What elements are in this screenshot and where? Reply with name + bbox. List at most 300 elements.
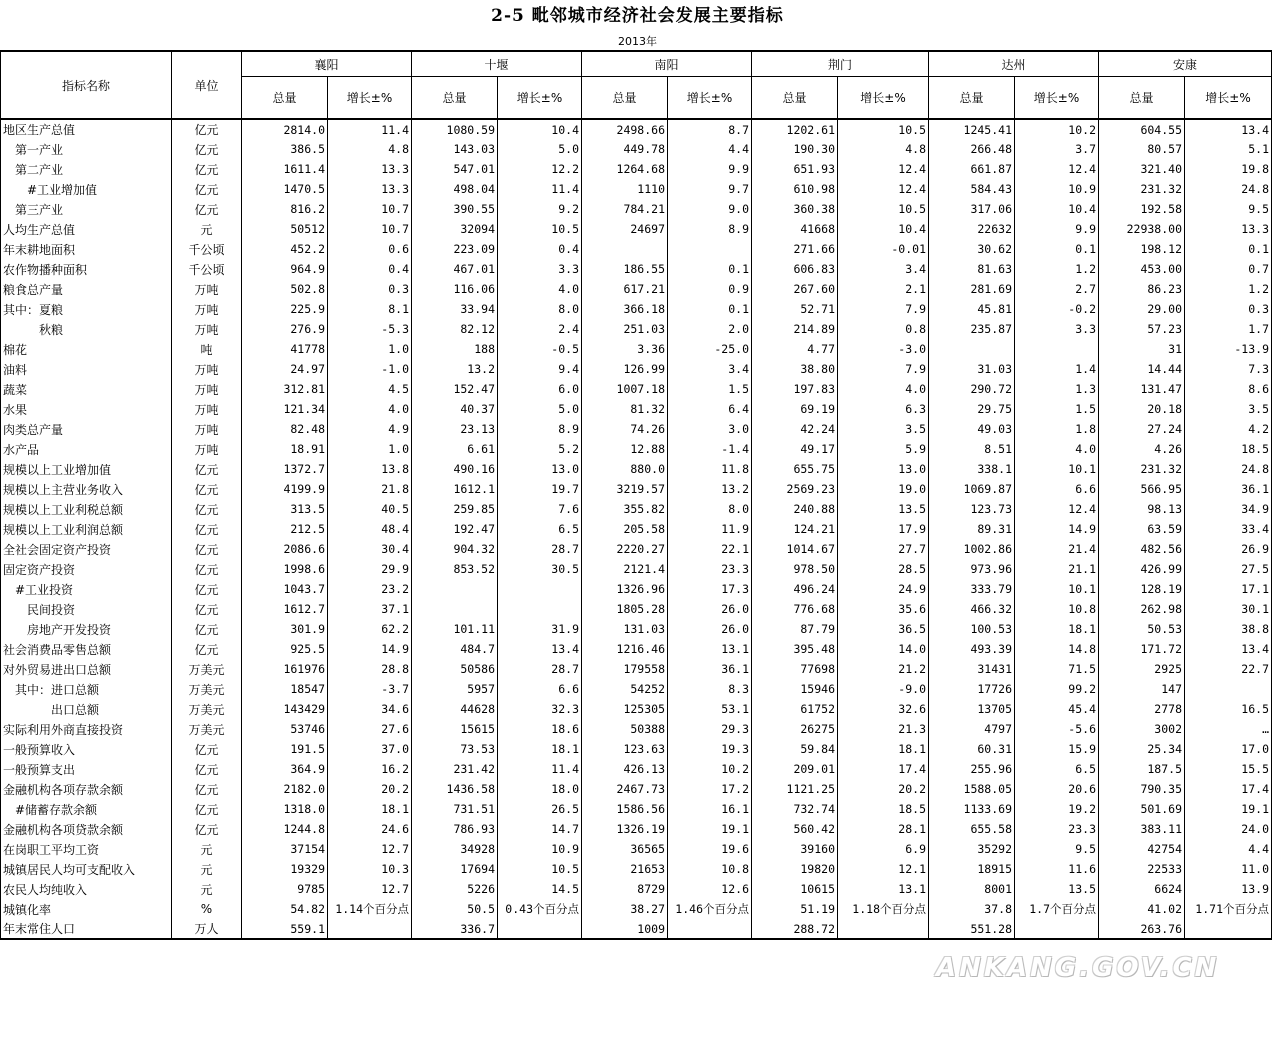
total-value-cell: 37.8 <box>929 899 1015 919</box>
growth-value-cell: 9.7 <box>668 179 752 199</box>
indicator-name-cell: 第二产业 <box>1 159 172 179</box>
header-city: 荆门 <box>752 51 929 77</box>
growth-value-cell: 13.4 <box>498 639 582 659</box>
total-value-cell: 4.26 <box>1099 439 1185 459</box>
indicator-name-cell: 年末常住人口 <box>1 919 172 939</box>
growth-value-cell: 13.3 <box>328 179 412 199</box>
table-row <box>1 199 1272 219</box>
growth-value-cell: 32.3 <box>498 699 582 719</box>
total-value-cell: 904.32 <box>412 539 498 559</box>
total-value-cell: 143429 <box>242 699 328 719</box>
table-row <box>1 519 1272 539</box>
growth-value-cell: 10.2 <box>668 759 752 779</box>
unit-cell: 吨 <box>172 339 242 359</box>
total-value-cell: 18547 <box>242 679 328 699</box>
total-value-cell: 82.48 <box>242 419 328 439</box>
total-value-cell: 301.9 <box>242 619 328 639</box>
total-value-cell: 482.56 <box>1099 539 1185 559</box>
growth-value-cell: 3.0 <box>668 419 752 439</box>
growth-value-cell <box>498 579 582 599</box>
total-value-cell: 69.19 <box>752 399 838 419</box>
growth-value-cell: 10.2 <box>1015 119 1099 139</box>
growth-value-cell: 20.2 <box>328 779 412 799</box>
growth-value-cell: 23.3 <box>1015 819 1099 839</box>
header-growth: 增长±% <box>1185 77 1272 120</box>
total-value-cell: 29.75 <box>929 399 1015 419</box>
table-row <box>1 159 1272 179</box>
total-value-cell: 1110 <box>582 179 668 199</box>
indicator-name-cell: 水产品 <box>1 439 172 459</box>
total-value-cell: 50512 <box>242 219 328 239</box>
growth-value-cell: 4.0 <box>498 279 582 299</box>
growth-value-cell <box>668 919 752 939</box>
total-value-cell: 1069.87 <box>929 479 1015 499</box>
total-value-cell: 21653 <box>582 859 668 879</box>
total-value-cell: 131.47 <box>1099 379 1185 399</box>
year-caption: 2013年 <box>618 35 657 48</box>
growth-value-cell: 21.1 <box>1015 559 1099 579</box>
total-value-cell: 50.5 <box>412 899 498 919</box>
total-value-cell: 73.53 <box>412 739 498 759</box>
growth-value-cell: 12.2 <box>498 159 582 179</box>
table-title: 2-5 毗邻城市经济社会发展主要指标 <box>491 6 784 26</box>
growth-value-cell: 23.2 <box>328 579 412 599</box>
unit-cell: 亿元 <box>172 119 242 139</box>
total-value-cell: 978.50 <box>752 559 838 579</box>
table-row <box>1 659 1272 679</box>
total-value-cell: 1436.58 <box>412 779 498 799</box>
growth-value-cell: 0.43个百分点 <box>498 899 582 919</box>
total-value-cell: 205.58 <box>582 519 668 539</box>
growth-value-cell: 22.1 <box>668 539 752 559</box>
growth-value-cell: 19.0 <box>838 479 929 499</box>
total-value-cell: 2121.4 <box>582 559 668 579</box>
total-value-cell: 2467.73 <box>582 779 668 799</box>
total-value-cell: 25.34 <box>1099 739 1185 759</box>
growth-value-cell: 13.9 <box>1185 879 1272 899</box>
growth-value-cell: 1.0 <box>328 339 412 359</box>
total-value-cell: 604.55 <box>1099 119 1185 139</box>
unit-cell: 亿元 <box>172 499 242 519</box>
indicator-name-cell: 地区生产总值 <box>1 119 172 139</box>
growth-value-cell: 48.4 <box>328 519 412 539</box>
growth-value-cell: 6.9 <box>838 839 929 859</box>
total-value-cell: 732.74 <box>752 799 838 819</box>
growth-value-cell: 17.3 <box>668 579 752 599</box>
growth-value-cell: 10.4 <box>838 219 929 239</box>
growth-value-cell: 38.8 <box>1185 619 1272 639</box>
unit-cell: 亿元 <box>172 479 242 499</box>
total-value-cell: 179558 <box>582 659 668 679</box>
growth-value-cell: 17.0 <box>1185 739 1272 759</box>
total-value-cell: 4199.9 <box>242 479 328 499</box>
total-value-cell: 63.59 <box>1099 519 1185 539</box>
growth-value-cell: 5.1 <box>1185 139 1272 159</box>
total-value-cell: 42754 <box>1099 839 1185 859</box>
unit-cell: 万吨 <box>172 359 242 379</box>
unit-cell: 万吨 <box>172 439 242 459</box>
growth-value-cell <box>328 919 412 939</box>
growth-value-cell: 17.9 <box>838 519 929 539</box>
growth-value-cell: 4.0 <box>1015 439 1099 459</box>
total-value-cell: 3002 <box>1099 719 1185 739</box>
growth-value-cell: 21.3 <box>838 719 929 739</box>
total-value-cell: 13.2 <box>412 359 498 379</box>
growth-value-cell: 26.5 <box>498 799 582 819</box>
growth-value-cell: -0.2 <box>1015 299 1099 319</box>
total-value-cell: 496.24 <box>752 579 838 599</box>
total-value-cell: 24697 <box>582 219 668 239</box>
indicator-name-cell: 其中：进口总额 <box>1 679 172 699</box>
total-value-cell: 317.06 <box>929 199 1015 219</box>
growth-value-cell: 3.4 <box>668 359 752 379</box>
growth-value-cell: 24.0 <box>1185 819 1272 839</box>
growth-value-cell: 8.7 <box>668 119 752 139</box>
growth-value-cell: 18.0 <box>498 779 582 799</box>
growth-value-cell: 0.4 <box>498 239 582 259</box>
growth-value-cell: 1.0 <box>328 439 412 459</box>
growth-value-cell: 10.4 <box>498 119 582 139</box>
growth-value-cell: 3.3 <box>498 259 582 279</box>
total-value-cell <box>582 239 668 259</box>
growth-value-cell: 3.4 <box>838 259 929 279</box>
total-value-cell: 271.66 <box>752 239 838 259</box>
growth-value-cell: 13.1 <box>668 639 752 659</box>
total-value-cell: 2498.66 <box>582 119 668 139</box>
header-growth: 增长±% <box>838 77 929 120</box>
total-value-cell: 1007.18 <box>582 379 668 399</box>
growth-value-cell: 1.2 <box>1015 259 1099 279</box>
growth-value-cell: 32.6 <box>838 699 929 719</box>
total-value-cell: 606.83 <box>752 259 838 279</box>
header-unit: 单位 <box>172 51 242 119</box>
growth-value-cell: 1.4 <box>1015 359 1099 379</box>
growth-value-cell: 2.7 <box>1015 279 1099 299</box>
indicator-name-cell: 在岗职工平均工资 <box>1 839 172 859</box>
total-value-cell: 15946 <box>752 679 838 699</box>
growth-value-cell: 4.5 <box>328 379 412 399</box>
growth-value-cell: 20.6 <box>1015 779 1099 799</box>
total-value-cell: 1216.46 <box>582 639 668 659</box>
growth-value-cell: 12.4 <box>1015 159 1099 179</box>
total-value-cell: 1002.86 <box>929 539 1015 559</box>
total-value-cell: 212.5 <box>242 519 328 539</box>
total-value-cell: 321.40 <box>1099 159 1185 179</box>
total-value-cell: 338.1 <box>929 459 1015 479</box>
total-value-cell: 395.48 <box>752 639 838 659</box>
total-value-cell: 360.38 <box>752 199 838 219</box>
growth-value-cell: 2.1 <box>838 279 929 299</box>
growth-value-cell: -0.5 <box>498 339 582 359</box>
total-value-cell: 214.89 <box>752 319 838 339</box>
total-value-cell: 54.82 <box>242 899 328 919</box>
growth-value-cell <box>1185 679 1272 699</box>
total-value-cell: 655.58 <box>929 819 1015 839</box>
growth-value-cell: 10.1 <box>1015 579 1099 599</box>
indicator-name-cell: 出口总额 <box>1 699 172 719</box>
table-row <box>1 299 1272 319</box>
growth-value-cell: 33.4 <box>1185 519 1272 539</box>
growth-value-cell: 19.7 <box>498 479 582 499</box>
growth-value-cell: 14.0 <box>838 639 929 659</box>
table-row <box>1 459 1272 479</box>
total-value-cell: 559.1 <box>242 919 328 939</box>
total-value-cell: 161976 <box>242 659 328 679</box>
table-row <box>1 179 1272 199</box>
total-value-cell: 23.13 <box>412 419 498 439</box>
indicator-name-cell: 一般预算收入 <box>1 739 172 759</box>
growth-value-cell: 16.5 <box>1185 699 1272 719</box>
total-value-cell: 22938.00 <box>1099 219 1185 239</box>
unit-cell: 元 <box>172 859 242 879</box>
total-value-cell: 1612.1 <box>412 479 498 499</box>
indicator-name-cell: 规模以上工业利润总额 <box>1 519 172 539</box>
indicator-name-cell: 固定资产投资 <box>1 559 172 579</box>
total-value-cell: 192.58 <box>1099 199 1185 219</box>
total-value-cell: 2220.27 <box>582 539 668 559</box>
unit-cell: 亿元 <box>172 519 242 539</box>
growth-value-cell: 8.0 <box>668 499 752 519</box>
growth-value-cell: 28.7 <box>498 539 582 559</box>
growth-value-cell: 13.3 <box>1185 219 1272 239</box>
growth-value-cell: 1.8 <box>1015 419 1099 439</box>
total-value-cell: 22533 <box>1099 859 1185 879</box>
unit-cell: 万吨 <box>172 319 242 339</box>
total-value-cell: 776.68 <box>752 599 838 619</box>
growth-value-cell: -13.9 <box>1185 339 1272 359</box>
growth-value-cell: 16.2 <box>328 759 412 779</box>
total-value-cell: 12.88 <box>582 439 668 459</box>
total-value-cell: 17726 <box>929 679 1015 699</box>
growth-value-cell: 9.9 <box>1015 219 1099 239</box>
table-row <box>1 359 1272 379</box>
table-row <box>1 559 1272 579</box>
total-value-cell: 312.81 <box>242 379 328 399</box>
total-value-cell: 925.5 <box>242 639 328 659</box>
growth-value-cell: 2.0 <box>668 319 752 339</box>
growth-value-cell: 13.2 <box>668 479 752 499</box>
total-value-cell: 1326.19 <box>582 819 668 839</box>
total-value-cell: 15615 <box>412 719 498 739</box>
total-value-cell: 13705 <box>929 699 1015 719</box>
unit-cell: 亿元 <box>172 639 242 659</box>
total-value-cell: 30.62 <box>929 239 1015 259</box>
total-value-cell: 251.03 <box>582 319 668 339</box>
total-value-cell: 1611.4 <box>242 159 328 179</box>
total-value-cell: 2569.23 <box>752 479 838 499</box>
total-value-cell: 1014.67 <box>752 539 838 559</box>
unit-cell: 亿元 <box>172 139 242 159</box>
unit-cell: 亿元 <box>172 199 242 219</box>
indicator-name-cell: 秋粮 <box>1 319 172 339</box>
total-value-cell: 231.32 <box>1099 179 1185 199</box>
growth-value-cell: 12.7 <box>328 879 412 899</box>
growth-value-cell: 8.6 <box>1185 379 1272 399</box>
growth-value-cell: 4.0 <box>328 399 412 419</box>
growth-value-cell: 11.9 <box>668 519 752 539</box>
table-row <box>1 439 1272 459</box>
unit-cell: 万吨 <box>172 399 242 419</box>
growth-value-cell: -3.7 <box>328 679 412 699</box>
table-row <box>1 899 1272 919</box>
total-value-cell: 123.63 <box>582 739 668 759</box>
total-value-cell: 14.44 <box>1099 359 1185 379</box>
growth-value-cell: … <box>1185 719 1272 739</box>
header-total: 总量 <box>242 77 328 120</box>
growth-value-cell: 19.1 <box>1185 799 1272 819</box>
total-value-cell: 655.75 <box>752 459 838 479</box>
growth-value-cell: 9.0 <box>668 199 752 219</box>
total-value-cell <box>412 599 498 619</box>
unit-cell: 元 <box>172 219 242 239</box>
total-value-cell: 1264.68 <box>582 159 668 179</box>
growth-value-cell: 1.71个百分点 <box>1185 899 1272 919</box>
total-value-cell: 36565 <box>582 839 668 859</box>
total-value-cell: 2925 <box>1099 659 1185 679</box>
indicator-name-cell: 规模以上工业利税总额 <box>1 499 172 519</box>
total-value-cell: 54252 <box>582 679 668 699</box>
growth-value-cell: 30.4 <box>328 539 412 559</box>
table-row <box>1 259 1272 279</box>
header-city: 十堰 <box>412 51 582 77</box>
total-value-cell <box>412 579 498 599</box>
total-value-cell: 10615 <box>752 879 838 899</box>
total-value-cell: 313.5 <box>242 499 328 519</box>
growth-value-cell: 18.1 <box>498 739 582 759</box>
total-value-cell: 191.5 <box>242 739 328 759</box>
table-row <box>1 219 1272 239</box>
total-value-cell: 131.03 <box>582 619 668 639</box>
growth-value-cell: 12.4 <box>1015 499 1099 519</box>
unit-cell: 万吨 <box>172 379 242 399</box>
total-value-cell: 853.52 <box>412 559 498 579</box>
unit-cell: 元 <box>172 839 242 859</box>
growth-value-cell: 18.1 <box>1015 619 1099 639</box>
growth-value-cell: 28.5 <box>838 559 929 579</box>
indicator-name-cell: 农作物播种面积 <box>1 259 172 279</box>
total-value-cell: 1588.05 <box>929 779 1015 799</box>
total-value-cell: 31 <box>1099 339 1185 359</box>
table-row <box>1 119 1272 139</box>
table-row <box>1 739 1272 759</box>
total-value-cell: 566.95 <box>1099 479 1185 499</box>
growth-value-cell: 31.9 <box>498 619 582 639</box>
growth-value-cell: 13.4 <box>1185 119 1272 139</box>
total-value-cell: 1470.5 <box>242 179 328 199</box>
table-row <box>1 919 1272 939</box>
indicator-table <box>0 50 1272 940</box>
header-total: 总量 <box>582 77 668 120</box>
table-row <box>1 579 1272 599</box>
growth-value-cell: 1.2 <box>1185 279 1272 299</box>
table-row <box>1 779 1272 799</box>
total-value-cell: 263.76 <box>1099 919 1185 939</box>
indicator-name-cell: 肉类总产量 <box>1 419 172 439</box>
growth-value-cell: 19.1 <box>668 819 752 839</box>
total-value-cell: 651.93 <box>752 159 838 179</box>
total-value-cell: 49.17 <box>752 439 838 459</box>
total-value-cell: 1121.25 <box>752 779 838 799</box>
growth-value-cell: 28.1 <box>838 819 929 839</box>
growth-value-cell: 6.0 <box>498 379 582 399</box>
growth-value-cell: 2.4 <box>498 319 582 339</box>
growth-value-cell: 34.9 <box>1185 499 1272 519</box>
growth-value-cell <box>668 239 752 259</box>
growth-value-cell: 17.1 <box>1185 579 1272 599</box>
growth-value-cell: 8.9 <box>498 419 582 439</box>
unit-cell: 万美元 <box>172 659 242 679</box>
total-value-cell: 100.53 <box>929 619 1015 639</box>
growth-value-cell: -3.0 <box>838 339 929 359</box>
total-value-cell: 40.37 <box>412 399 498 419</box>
total-value-cell: 27.24 <box>1099 419 1185 439</box>
total-value-cell: 484.7 <box>412 639 498 659</box>
growth-value-cell: 1.5 <box>668 379 752 399</box>
total-value-cell: 42.24 <box>752 419 838 439</box>
growth-value-cell: 4.8 <box>838 139 929 159</box>
total-value-cell: 128.19 <box>1099 579 1185 599</box>
growth-value-cell: 11.4 <box>498 759 582 779</box>
total-value-cell: 20.18 <box>1099 399 1185 419</box>
total-value-cell: 1998.6 <box>242 559 328 579</box>
growth-value-cell: 10.7 <box>328 199 412 219</box>
table-row <box>1 139 1272 159</box>
total-value-cell: 50388 <box>582 719 668 739</box>
total-value-cell: 187.5 <box>1099 759 1185 779</box>
growth-value-cell: 30.5 <box>498 559 582 579</box>
growth-value-cell: 21.4 <box>1015 539 1099 559</box>
total-value-cell: 490.16 <box>412 459 498 479</box>
growth-value-cell: 6.6 <box>498 679 582 699</box>
total-value-cell: 366.18 <box>582 299 668 319</box>
total-value-cell: 5957 <box>412 679 498 699</box>
growth-value-cell: 4.4 <box>668 139 752 159</box>
total-value-cell: 24.97 <box>242 359 328 379</box>
growth-value-cell: 15.5 <box>1185 759 1272 779</box>
table-row <box>1 499 1272 519</box>
growth-value-cell: 0.1 <box>668 259 752 279</box>
growth-value-cell: 30.1 <box>1185 599 1272 619</box>
growth-value-cell: 7.3 <box>1185 359 1272 379</box>
growth-value-cell: 24.8 <box>1185 179 1272 199</box>
indicator-name-cell: 第一产业 <box>1 139 172 159</box>
total-value-cell: 126.99 <box>582 359 668 379</box>
total-value-cell: 288.72 <box>752 919 838 939</box>
indicator-name-cell: 油料 <box>1 359 172 379</box>
growth-value-cell: 14.9 <box>1015 519 1099 539</box>
indicator-name-cell: 水果 <box>1 399 172 419</box>
growth-value-cell: 10.4 <box>1015 199 1099 219</box>
total-value-cell: 26275 <box>752 719 838 739</box>
total-value-cell: 1318.0 <box>242 799 328 819</box>
growth-value-cell: 29.3 <box>668 719 752 739</box>
unit-cell: 元 <box>172 879 242 899</box>
indicator-name-cell: 粮食总产量 <box>1 279 172 299</box>
total-value-cell: 77698 <box>752 659 838 679</box>
total-value-cell: 661.87 <box>929 159 1015 179</box>
table-row <box>1 879 1272 899</box>
unit-cell: 亿元 <box>172 559 242 579</box>
growth-value-cell: 26.9 <box>1185 539 1272 559</box>
total-value-cell: 41778 <box>242 339 328 359</box>
total-value-cell: 784.21 <box>582 199 668 219</box>
indicator-name-cell: 金融机构各项存款余额 <box>1 779 172 799</box>
growth-value-cell: 11.4 <box>498 179 582 199</box>
growth-value-cell: 11.0 <box>1185 859 1272 879</box>
total-value-cell: 89.31 <box>929 519 1015 539</box>
growth-value-cell: 1.5 <box>1015 399 1099 419</box>
unit-cell: % <box>172 899 242 919</box>
